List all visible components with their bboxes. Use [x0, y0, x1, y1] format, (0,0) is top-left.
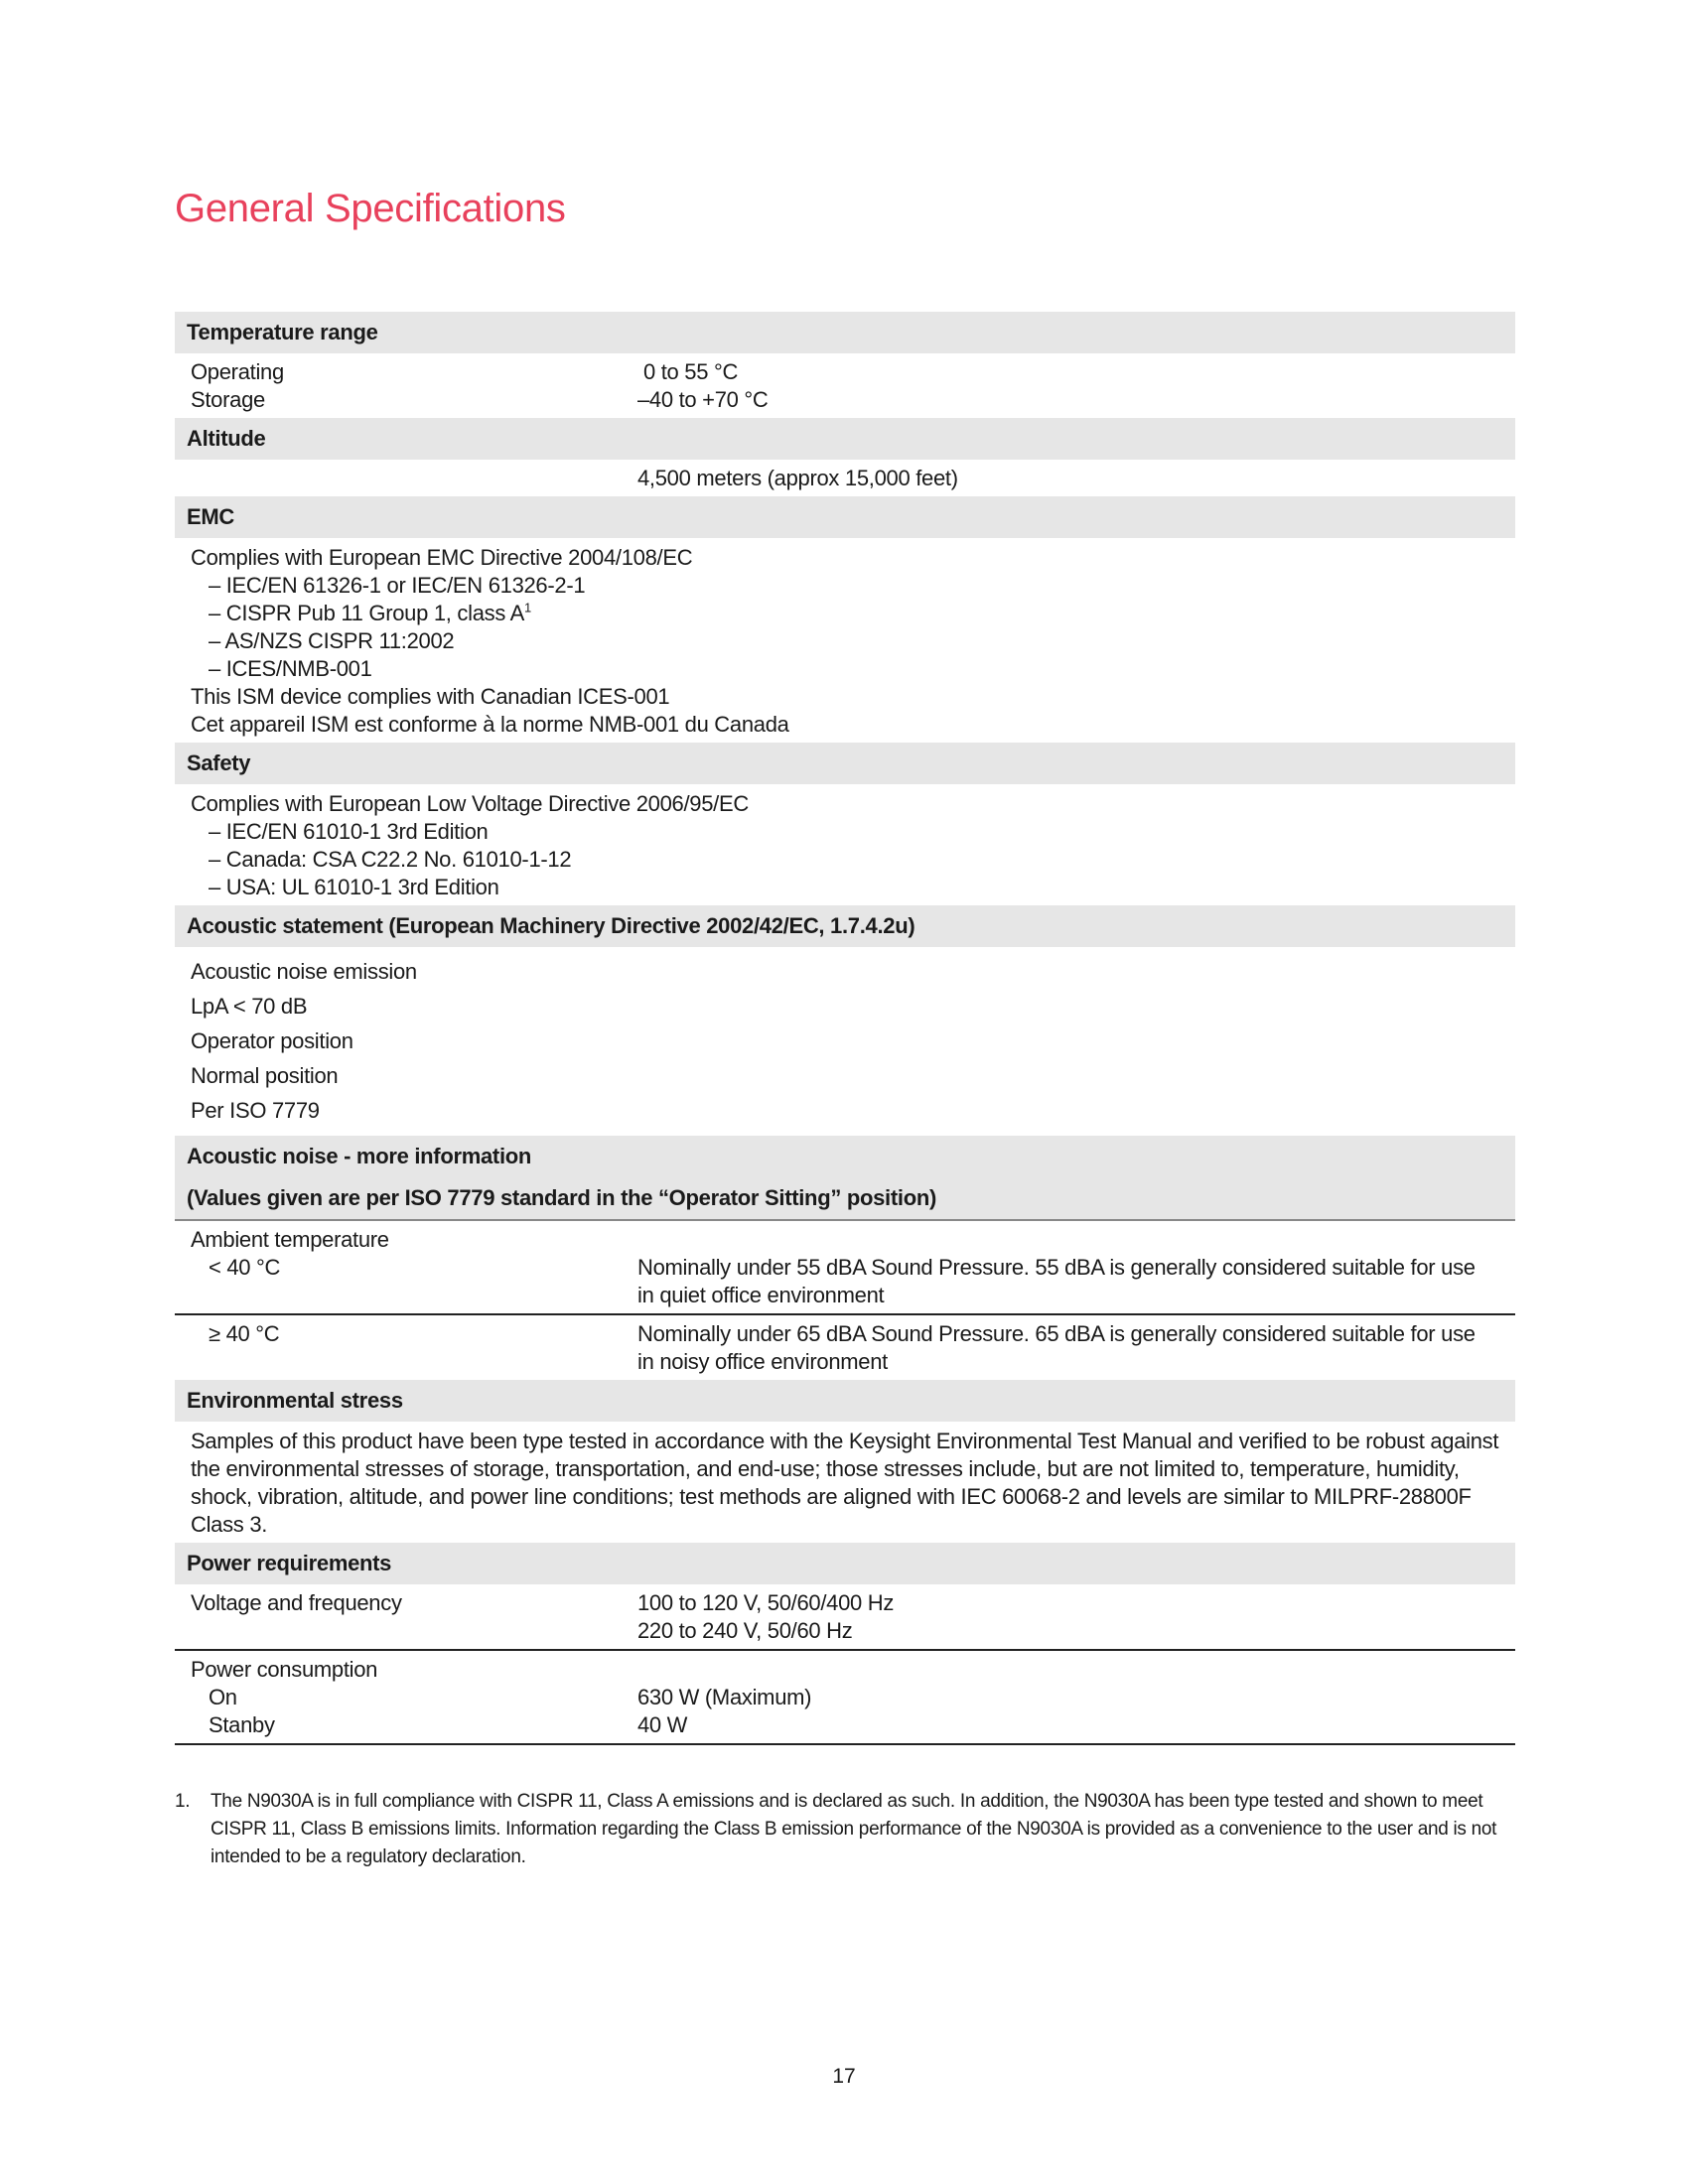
operating-label: Operating	[191, 359, 284, 384]
section-header-temperature: Temperature range	[175, 312, 1515, 353]
altitude-row	[175, 460, 1515, 496]
emc-line: Complies with European EMC Directive 2004/108/EC	[191, 545, 693, 570]
environmental-text: Samples of this product have been type tested in accordance with the Keysight Environmental Test Manual and verified to be robust against the environmental stresses of storage, transportation, and end-use; those stresses include, but are not limited to, temperature, humidity, shock, vibration, altitude, and power line conditions; test methods are aligned with IEC 60068-2 and levels are similar to MILPRF-28800F Class 3.	[191, 1429, 1499, 1537]
voltage-row	[175, 1584, 1515, 1651]
storage-value: –40 to +70 °C	[637, 387, 769, 412]
consumption-label: Power consumption	[191, 1657, 378, 1682]
standby-value: 40 W	[637, 1712, 688, 1737]
footnote-text: The N9030A is in full compliance with CISPR 11, Class A emissions and is declared as such. In addition, the N9030A has been type tested and shown to meet CISPR 11, Class B emissions limits. Information regarding the Class B emission performance of the N9030A is provided as a convenience to the user and is not intended to be a regulatory declaration.	[211, 1791, 1497, 1867]
section-header-safety: Safety	[175, 743, 1515, 784]
on-label: On	[209, 1685, 237, 1709]
section-header-acoustic: Acoustic statement (European Machinery Directive 2002/42/EC, 1.7.4.2u)	[175, 905, 1515, 947]
altitude-label-cell	[175, 465, 637, 492]
page-number: 17	[832, 2065, 856, 2088]
emc-line: Cet appareil ISM est conforme à la norme NMB-001 du Canada	[191, 712, 789, 737]
acoustic-line: LpA < 70 dB	[191, 994, 308, 1019]
voltage-value: 100 to 120 V, 50/60/400 Hz	[637, 1590, 895, 1615]
acoustic-temp-cell	[175, 1226, 637, 1309]
temperature-row	[175, 353, 1515, 418]
acoustic-desc: Nominally under 55 dBA Sound Pressure. 55 dBA is generally considered suitable for use in quiet office environment	[637, 1255, 1476, 1307]
footnote	[175, 1788, 1515, 1871]
safety-block	[175, 784, 1515, 905]
emc-block	[175, 538, 1515, 743]
page-title: General Specifications	[175, 187, 566, 230]
voltage-value: 220 to 240 V, 50/60 Hz	[637, 1618, 853, 1643]
acoustic-line: Per ISO 7779	[191, 1098, 320, 1123]
voltage-label: Voltage and frequency	[191, 1590, 402, 1615]
operating-value: 0 to 55 °C	[643, 359, 739, 384]
acoustic-block	[175, 947, 1515, 1136]
emc-line: This ISM device complies with Canadian ICES-001	[191, 684, 670, 709]
emc-line: – IEC/EN 61326-1 or IEC/EN 61326-2-1	[209, 573, 586, 598]
spec-table	[175, 312, 1515, 1745]
acoustic-row	[175, 1221, 1515, 1315]
section-header-power: Power requirements	[175, 1543, 1515, 1584]
standby-label: Stanby	[209, 1712, 275, 1737]
section-header-altitude: Altitude	[175, 418, 1515, 460]
safety-line: Complies with European Low Voltage Directive 2006/95/EC	[191, 791, 749, 816]
voltage-values	[637, 1589, 1515, 1645]
consumption-row	[175, 1651, 1515, 1745]
acoustic-temp: ≥ 40 °C	[209, 1321, 280, 1346]
footnote-reference: 1	[524, 600, 531, 615]
acoustic-more-heading: Acoustic noise - more information	[187, 1144, 532, 1168]
acoustic-temp: < 40 °C	[209, 1255, 281, 1280]
emc-line: – AS/NZS CISPR 11:2002	[209, 628, 455, 653]
temperature-values	[637, 358, 1515, 414]
acoustic-line: Acoustic noise emission	[191, 959, 417, 984]
safety-line: – Canada: CSA C22.2 No. 61010-1-12	[209, 847, 572, 872]
section-header-environmental: Environmental stress	[175, 1380, 1515, 1422]
emc-line: – ICES/NMB-001	[209, 656, 372, 681]
footnote-number: 1.	[175, 1791, 191, 1812]
emc-line-text: – CISPR Pub 11 Group 1, class A	[209, 601, 525, 625]
acoustic-desc: Nominally under 65 dBA Sound Pressure. 65 dBA is generally considered suitable for use in noisy office environment	[637, 1321, 1476, 1374]
ambient-temperature-label: Ambient temperature	[191, 1227, 389, 1252]
consumption-values	[637, 1656, 1515, 1739]
acoustic-temp-cell	[175, 1320, 637, 1376]
acoustic-row	[175, 1315, 1515, 1380]
acoustic-line: Normal position	[191, 1063, 339, 1088]
storage-label: Storage	[191, 387, 265, 412]
temperature-labels	[175, 358, 637, 414]
section-header-acoustic-more	[175, 1136, 1515, 1221]
consumption-labels	[175, 1656, 637, 1739]
safety-line: – USA: UL 61010-1 3rd Edition	[209, 875, 499, 899]
acoustic-more-subheading: (Values given are per ISO 7779 standard in the “Operator Sitting” position)	[187, 1185, 937, 1210]
section-header-emc: EMC	[175, 496, 1515, 538]
altitude-value: 4,500 meters (approx 15,000 feet)	[637, 466, 958, 490]
acoustic-line: Operator position	[191, 1028, 353, 1053]
emc-line-cispr	[191, 600, 1499, 627]
safety-line: – IEC/EN 61010-1 3rd Edition	[209, 819, 489, 844]
on-value: 630 W (Maximum)	[637, 1685, 812, 1709]
